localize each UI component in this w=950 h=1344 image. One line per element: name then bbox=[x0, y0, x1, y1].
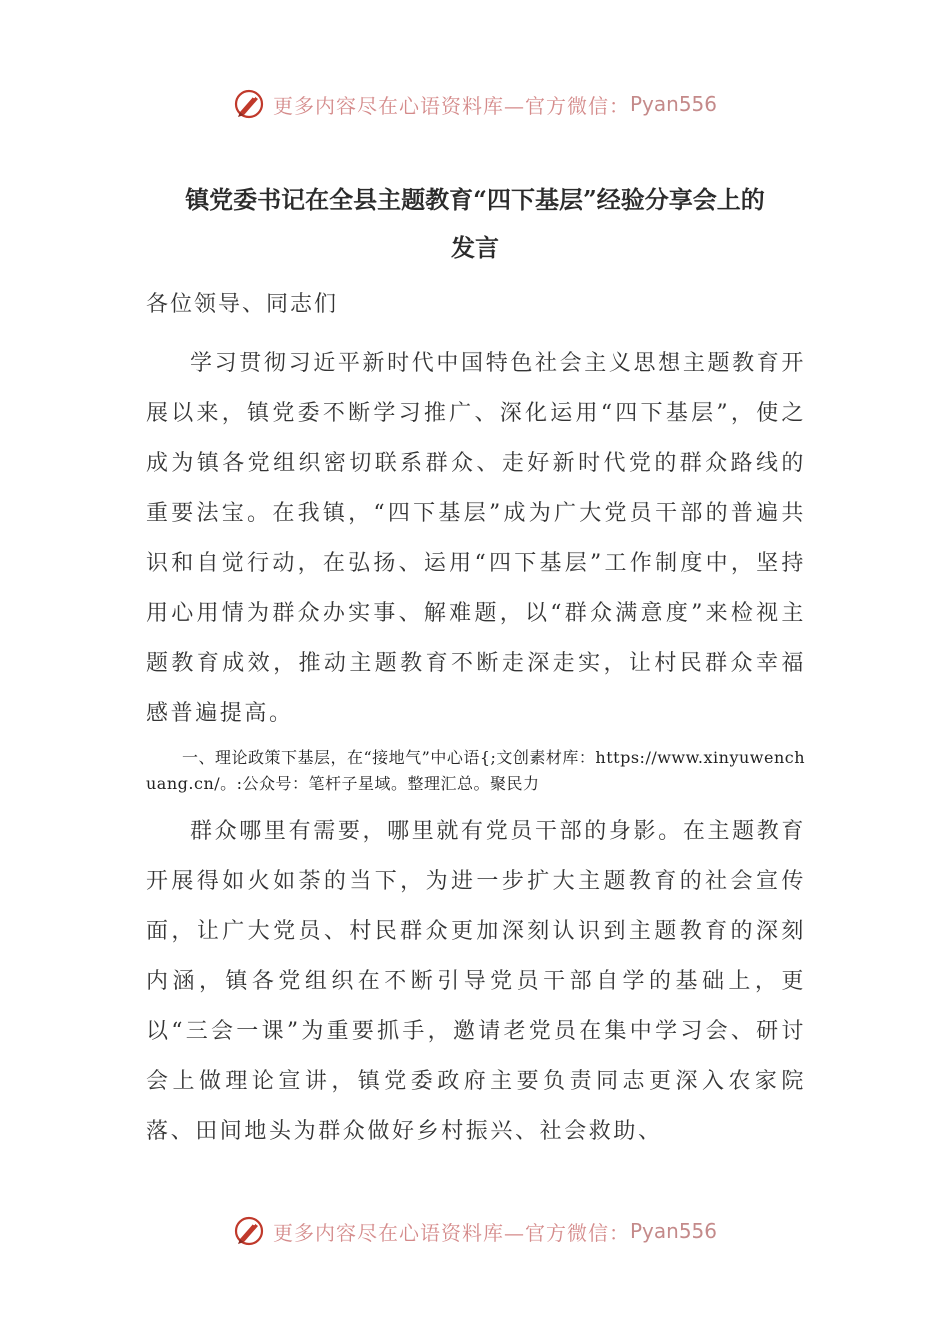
banner-text: 更多内容尽在心语资料库—官方微信： bbox=[272, 1220, 630, 1245]
paragraph-body: 群众哪里有需要，哪里就有党员干部的身影。在主题教育开展得如火如荼的当下，为进一步扩大主题教育的社会宣传面，让广大党员、村民群众更加深刻认识到主题教育的深刻内涵，镇各党组织在不断引导党员干部自学的基础上，更以“三会一课”为重要抓手，邀请老党员在集中学习会、研讨会上做理论宣讲，镇党委政府主要负责同志更深入农家院落、田间地头为群众做好乡村振兴、社会救助、 bbox=[146, 819, 806, 1144]
footer-banner bbox=[0, 1209, 950, 1253]
document-title-line-2: 发言 bbox=[451, 233, 499, 262]
greeting: 各位领导、同志们 bbox=[146, 292, 339, 317]
banner-brand: Pyan556 bbox=[629, 92, 717, 116]
header-banner bbox=[0, 82, 950, 126]
pen-logo-icon bbox=[233, 88, 265, 120]
banner-text: 更多内容尽在心语资料库—官方微信： bbox=[272, 93, 630, 118]
section-heading: 一、理论政策下基层，在“接地气”中心语{;文创素材库：https://www.xinyuwenchuang.cn/。:公众号：笔杆子星域。整理汇总。聚民力 bbox=[146, 748, 806, 793]
banner-brand: Pyan556 bbox=[629, 1219, 717, 1243]
document-title-line-1: 镇党委书记在全县主题教育“四下基层”经验分享会上的 bbox=[185, 185, 765, 214]
paragraph-intro: 学习贯彻习近平新时代中国特色社会主义思想主题教育开展以来，镇党委不断学习推广、深化运用“四下基层”，使之成为镇各党组织密切联系群众、走好新时代党的群众路线的重要法宝。在我镇，“四下基层”成为广大党员干部的普遍共识和自觉行动，在弘扬、运用“四下基层”工作制度中，坚持用心用情为群众办实事、解难题，以“群众满意度”来检视主题教育成效，推动主题教育不断走深走实，让村民群众幸福感普遍提高。 bbox=[146, 351, 806, 726]
pen-logo-icon bbox=[233, 1215, 265, 1247]
